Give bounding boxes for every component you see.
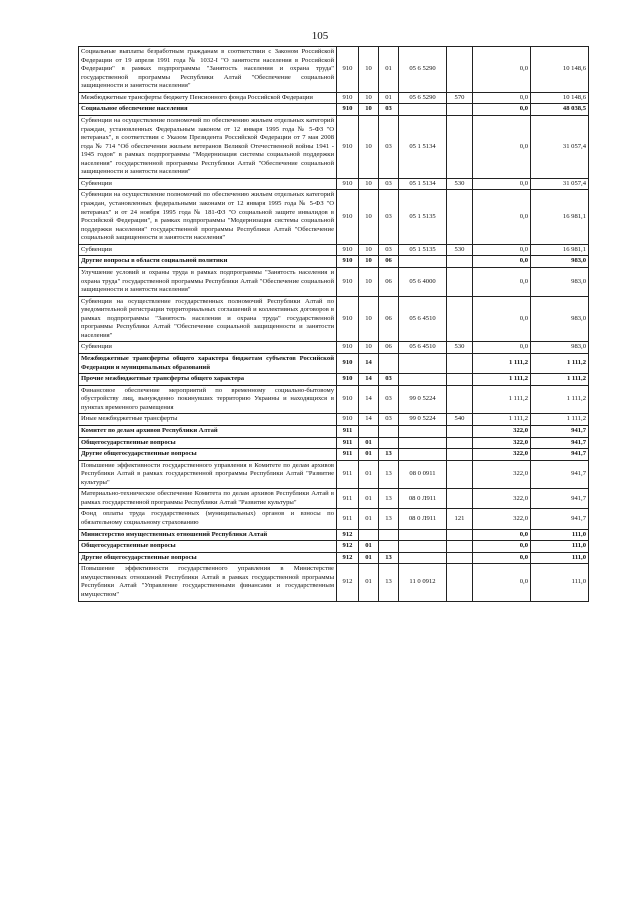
subsection-code-cell: 03 <box>379 414 399 426</box>
item-name-cell: Фонд оплаты труда государственных (муниципальных) органов и взносы по обязательному социальному страхованию <box>79 509 337 529</box>
table-row <box>79 385 589 414</box>
amount-second-cell: 111,0 <box>531 541 589 553</box>
amount-second-cell: 941,7 <box>531 437 589 449</box>
target-article-cell: 05 6 4510 <box>399 296 447 342</box>
table-row <box>79 509 589 529</box>
target-article-cell <box>399 256 447 268</box>
table-row <box>79 244 589 256</box>
table-row <box>79 296 589 342</box>
section-code-cell: 14 <box>359 374 379 386</box>
amount-second-cell: 983,0 <box>531 342 589 354</box>
table-row <box>79 529 589 541</box>
target-article-cell: 99 0 5224 <box>399 385 447 414</box>
expense-type-cell: 570 <box>447 92 473 104</box>
table-row <box>79 354 589 374</box>
amount-first-cell: 322,0 <box>473 489 531 509</box>
amount-second-cell: 941,7 <box>531 425 589 437</box>
target-article-cell: 05 1 5134 <box>399 115 447 178</box>
amount-second-cell: 941,7 <box>531 509 589 529</box>
expense-type-cell: 530 <box>447 244 473 256</box>
expense-type-cell <box>447 437 473 449</box>
target-article-cell: 05 6 5290 <box>399 92 447 104</box>
item-name-cell: Межбюджетные трансферты общего характера бюджетам субъектов Российской Федерации и муниципальных образований <box>79 354 337 374</box>
ministry-code-cell: 911 <box>337 489 359 509</box>
expense-type-cell <box>447 47 473 93</box>
item-name-cell: Общегосударственные вопросы <box>79 437 337 449</box>
amount-second-cell: 111,0 <box>531 564 589 601</box>
section-code-cell: 01 <box>359 509 379 529</box>
amount-second-cell: 10 148,6 <box>531 47 589 93</box>
amount-first-cell: 322,0 <box>473 460 531 489</box>
amount-first-cell: 0,0 <box>473 267 531 296</box>
item-name-cell: Субвенции <box>79 342 337 354</box>
section-code-cell: 01 <box>359 460 379 489</box>
section-code-cell: 01 <box>359 564 379 601</box>
expense-type-cell <box>447 115 473 178</box>
ministry-code-cell: 910 <box>337 342 359 354</box>
subsection-code-cell: 03 <box>379 190 399 244</box>
target-article-cell: 99 0 5224 <box>399 414 447 426</box>
amount-second-cell: 941,7 <box>531 449 589 461</box>
item-name-cell: Повышение эффективности государственного управления в Министерстве имущественных отношений Республики Алтай в рамках государственной программы Республики Алтай "Управление государственными финансами и государственным имуществом" <box>79 564 337 601</box>
subsection-code-cell: 13 <box>379 564 399 601</box>
ministry-code-cell: 912 <box>337 552 359 564</box>
subsection-code-cell: 13 <box>379 460 399 489</box>
target-article-cell <box>399 541 447 553</box>
subsection-code-cell: 13 <box>379 509 399 529</box>
amount-second-cell: 941,7 <box>531 489 589 509</box>
expense-type-cell <box>447 541 473 553</box>
section-code-cell: 10 <box>359 244 379 256</box>
ministry-code-cell: 910 <box>337 374 359 386</box>
ministry-code-cell: 912 <box>337 529 359 541</box>
item-name-cell: Комитет по делам архивов Республики Алтай <box>79 425 337 437</box>
subsection-code-cell: 01 <box>379 47 399 93</box>
subsection-code-cell <box>379 425 399 437</box>
ministry-code-cell: 911 <box>337 460 359 489</box>
ministry-code-cell: 910 <box>337 178 359 190</box>
ministry-code-cell: 910 <box>337 385 359 414</box>
target-article-cell <box>399 425 447 437</box>
target-article-cell: 05 1 5134 <box>399 178 447 190</box>
item-name-cell: Субвенции <box>79 244 337 256</box>
ministry-code-cell: 910 <box>337 354 359 374</box>
expense-type-cell: 530 <box>447 342 473 354</box>
ministry-code-cell: 910 <box>337 267 359 296</box>
table-row <box>79 190 589 244</box>
amount-first-cell: 322,0 <box>473 509 531 529</box>
ministry-code-cell: 910 <box>337 244 359 256</box>
table-row <box>79 178 589 190</box>
section-code-cell: 10 <box>359 104 379 116</box>
subsection-code-cell <box>379 529 399 541</box>
target-article-cell: 11 0 0912 <box>399 564 447 601</box>
amount-second-cell: 111,0 <box>531 552 589 564</box>
section-code-cell: 10 <box>359 342 379 354</box>
amount-first-cell: 0,0 <box>473 541 531 553</box>
subsection-code-cell: 06 <box>379 296 399 342</box>
table-row <box>79 414 589 426</box>
amount-second-cell: 1 111,2 <box>531 385 589 414</box>
table-row <box>79 256 589 268</box>
expense-type-cell: 530 <box>447 178 473 190</box>
expense-type-cell <box>447 564 473 601</box>
target-article-cell: 05 1 5135 <box>399 190 447 244</box>
item-name-cell: Материально-техническое обеспечение Комитета по делам архивов Республики Алтай в рамках государственной программы Республики Алтай "Развитие культуры" <box>79 489 337 509</box>
section-code-cell: 10 <box>359 190 379 244</box>
amount-first-cell: 0,0 <box>473 115 531 178</box>
amount-first-cell: 322,0 <box>473 425 531 437</box>
expense-type-cell <box>447 296 473 342</box>
subsection-code-cell <box>379 354 399 374</box>
expense-type-cell <box>447 460 473 489</box>
target-article-cell <box>399 437 447 449</box>
amount-first-cell: 1 111,2 <box>473 354 531 374</box>
item-name-cell: Социальное обеспечение населения <box>79 104 337 116</box>
expense-type-cell <box>447 256 473 268</box>
subsection-code-cell: 06 <box>379 342 399 354</box>
amount-first-cell: 0,0 <box>473 296 531 342</box>
target-article-cell: 05 6 4510 <box>399 342 447 354</box>
section-code-cell: 10 <box>359 267 379 296</box>
amount-second-cell: 48 038,5 <box>531 104 589 116</box>
amount-second-cell: 1 111,2 <box>531 374 589 386</box>
table-row <box>79 374 589 386</box>
subsection-code-cell: 03 <box>379 374 399 386</box>
section-code-cell: 14 <box>359 414 379 426</box>
expense-type-cell <box>447 489 473 509</box>
amount-first-cell: 0,0 <box>473 190 531 244</box>
section-code-cell <box>359 529 379 541</box>
item-name-cell: Субвенции <box>79 178 337 190</box>
amount-first-cell: 322,0 <box>473 449 531 461</box>
item-name-cell: Улучшение условий и охраны труда в рамках подпрограммы "Занятость населения и охрана труда" государственной программы Республики Алтай "Обеспечение социальной защищенности и занятости населения" <box>79 267 337 296</box>
table-row <box>79 92 589 104</box>
section-code-cell <box>359 425 379 437</box>
ministry-code-cell: 910 <box>337 92 359 104</box>
item-name-cell: Прочие межбюджетные трансферты общего характера <box>79 374 337 386</box>
amount-first-cell: 0,0 <box>473 178 531 190</box>
ministry-code-cell: 910 <box>337 296 359 342</box>
amount-second-cell: 1 111,2 <box>531 354 589 374</box>
subsection-code-cell: 06 <box>379 256 399 268</box>
ministry-code-cell: 911 <box>337 509 359 529</box>
table-row <box>79 267 589 296</box>
target-article-cell <box>399 354 447 374</box>
expense-type-cell <box>447 529 473 541</box>
budget-table <box>78 46 589 602</box>
item-name-cell: Другие вопросы в области социальной политики <box>79 256 337 268</box>
ministry-code-cell: 910 <box>337 115 359 178</box>
ministry-code-cell: 912 <box>337 541 359 553</box>
item-name-cell: Общегосударственные вопросы <box>79 541 337 553</box>
section-code-cell: 14 <box>359 385 379 414</box>
section-code-cell: 01 <box>359 552 379 564</box>
expense-type-cell <box>447 354 473 374</box>
expense-type-cell <box>447 190 473 244</box>
amount-first-cell: 1 111,2 <box>473 385 531 414</box>
subsection-code-cell: 03 <box>379 178 399 190</box>
target-article-cell: 08 0 0911 <box>399 460 447 489</box>
ministry-code-cell: 910 <box>337 47 359 93</box>
expense-type-cell <box>447 385 473 414</box>
target-article-cell: 05 6 5290 <box>399 47 447 93</box>
subsection-code-cell: 13 <box>379 449 399 461</box>
target-article-cell: 08 0 Л911 <box>399 489 447 509</box>
amount-second-cell: 16 981,1 <box>531 190 589 244</box>
amount-second-cell: 16 981,1 <box>531 244 589 256</box>
table-row <box>79 104 589 116</box>
subsection-code-cell: 06 <box>379 267 399 296</box>
subsection-code-cell: 01 <box>379 92 399 104</box>
item-name-cell: Субвенции на осуществление полномочий по обеспечению жильем отдельных категорий граждан, установленных федеральными законами от 12 января 1995 года № 5-ФЗ "О ветеранах" и от 24 ноября 1995 года № 181-ФЗ "О социальной защите инвалидов в Российской Федерации", в рамках подпрограммы "Модернизация системы социальной поддержки населения" государственной программы Республики Алтай "Обеспечение социальной защищенности и занятости населения" <box>79 190 337 244</box>
expense-type-cell <box>447 267 473 296</box>
target-article-cell <box>399 449 447 461</box>
amount-second-cell: 1 111,2 <box>531 414 589 426</box>
section-code-cell: 01 <box>359 437 379 449</box>
section-code-cell: 10 <box>359 92 379 104</box>
target-article-cell: 05 1 5135 <box>399 244 447 256</box>
target-article-cell <box>399 374 447 386</box>
section-code-cell: 10 <box>359 296 379 342</box>
amount-second-cell: 111,0 <box>531 529 589 541</box>
section-code-cell: 14 <box>359 354 379 374</box>
target-article-cell <box>399 104 447 116</box>
expense-type-cell <box>447 104 473 116</box>
amount-second-cell: 983,0 <box>531 267 589 296</box>
amount-first-cell: 0,0 <box>473 256 531 268</box>
amount-first-cell: 0,0 <box>473 244 531 256</box>
section-code-cell: 10 <box>359 115 379 178</box>
subsection-code-cell: 03 <box>379 385 399 414</box>
amount-second-cell: 31 057,4 <box>531 115 589 178</box>
ministry-code-cell: 910 <box>337 414 359 426</box>
subsection-code-cell: 03 <box>379 104 399 116</box>
section-code-cell: 10 <box>359 47 379 93</box>
subsection-code-cell: 03 <box>379 115 399 178</box>
item-name-cell: Межбюджетные трансферты бюджету Пенсионного фонда Российской Федерации <box>79 92 337 104</box>
table-row <box>79 115 589 178</box>
amount-first-cell: 0,0 <box>473 104 531 116</box>
section-code-cell: 01 <box>359 449 379 461</box>
amount-second-cell: 983,0 <box>531 296 589 342</box>
table-row <box>79 425 589 437</box>
table-row <box>79 541 589 553</box>
amount-first-cell: 0,0 <box>473 564 531 601</box>
ministry-code-cell: 912 <box>337 564 359 601</box>
section-code-cell: 01 <box>359 541 379 553</box>
item-name-cell: Другие общегосударственные вопросы <box>79 552 337 564</box>
amount-first-cell: 0,0 <box>473 529 531 541</box>
expense-type-cell: 540 <box>447 414 473 426</box>
item-name-cell: Финансовое обеспечение мероприятий по временному социально-бытовому обустройству лиц, вынужденно покинувших территорию Украины и находящихся в пунктах временного размещения <box>79 385 337 414</box>
expense-type-cell <box>447 374 473 386</box>
ministry-code-cell: 910 <box>337 256 359 268</box>
table-row <box>79 552 589 564</box>
item-name-cell: Министерство имущественных отношений Республики Алтай <box>79 529 337 541</box>
ministry-code-cell: 911 <box>337 437 359 449</box>
amount-second-cell: 983,0 <box>531 256 589 268</box>
target-article-cell: 05 6 4000 <box>399 267 447 296</box>
item-name-cell: Повышение эффективности государственного управления в Комитете по делам архивов Республики Алтай в рамках государственной программы Республики Алтай "Развитие культуры" <box>79 460 337 489</box>
ministry-code-cell: 911 <box>337 449 359 461</box>
section-code-cell: 10 <box>359 256 379 268</box>
amount-first-cell: 322,0 <box>473 437 531 449</box>
amount-first-cell: 0,0 <box>473 92 531 104</box>
ministry-code-cell: 910 <box>337 190 359 244</box>
item-name-cell: Иные межбюджетные трансферты <box>79 414 337 426</box>
table-row <box>79 489 589 509</box>
section-code-cell: 01 <box>359 489 379 509</box>
amount-first-cell: 1 111,2 <box>473 414 531 426</box>
subsection-code-cell: 03 <box>379 244 399 256</box>
amount-first-cell: 0,0 <box>473 552 531 564</box>
item-name-cell: Субвенции на осуществление полномочий по обеспечению жильем отдельных категорий граждан, установленных Федеральным законом от 12 января 1995 года № 5-ФЗ "О ветеранах", в соответствии с Указом Президента Российской Федерации от 7 мая 2008 года № 714 "Об обеспечении жильем ветеранов Великой Отечественной войны 1941 - 1945 годов" в рамках подпрограммы "Модернизация системы социальной поддержки населения" государственной программы Республики Алтай "Обеспечение социальной защищенности и занятости населения" <box>79 115 337 178</box>
amount-second-cell: 941,7 <box>531 460 589 489</box>
ministry-code-cell: 910 <box>337 104 359 116</box>
table-row <box>79 564 589 601</box>
page-number: 105 <box>311 30 329 42</box>
item-name-cell: Другие общегосударственные вопросы <box>79 449 337 461</box>
table-row <box>79 460 589 489</box>
subsection-code-cell: 13 <box>379 552 399 564</box>
expense-type-cell: 121 <box>447 509 473 529</box>
target-article-cell <box>399 529 447 541</box>
item-name-cell: Социальные выплаты безработным гражданам в соответствии с Законом Российской Федерации от 19 апреля 1991 года № 1032-I "О занятости населения в Российской Федерации" в рамках подпрограммы "Занятость населения и охрана труда" государственной программы Республики Алтай "Обеспечение социальной защищенности и занятости населения" <box>79 47 337 93</box>
amount-first-cell: 0,0 <box>473 47 531 93</box>
subsection-code-cell: 13 <box>379 489 399 509</box>
target-article-cell <box>399 552 447 564</box>
section-code-cell: 10 <box>359 178 379 190</box>
item-name-cell: Субвенции на осуществление государственных полномочий Республики Алтай по уведомительной регистрации территориальных соглашений и коллективных договоров в рамках подпрограммы "Занятость населения и охрана труда" государственной программы Республики Алтай "Обеспечение социальной защищенности и занятости населения" <box>79 296 337 342</box>
expense-type-cell <box>447 552 473 564</box>
expense-type-cell <box>447 425 473 437</box>
table-body <box>79 47 589 602</box>
table-row <box>79 342 589 354</box>
table-row <box>79 47 589 93</box>
ministry-code-cell: 911 <box>337 425 359 437</box>
subsection-code-cell <box>379 541 399 553</box>
subsection-code-cell <box>379 437 399 449</box>
amount-first-cell: 0,0 <box>473 342 531 354</box>
expense-type-cell <box>447 449 473 461</box>
table-row <box>79 437 589 449</box>
amount-first-cell: 1 111,2 <box>473 374 531 386</box>
amount-second-cell: 31 057,4 <box>531 178 589 190</box>
table-row <box>79 449 589 461</box>
amount-second-cell: 10 148,6 <box>531 92 589 104</box>
target-article-cell: 08 0 Л911 <box>399 509 447 529</box>
